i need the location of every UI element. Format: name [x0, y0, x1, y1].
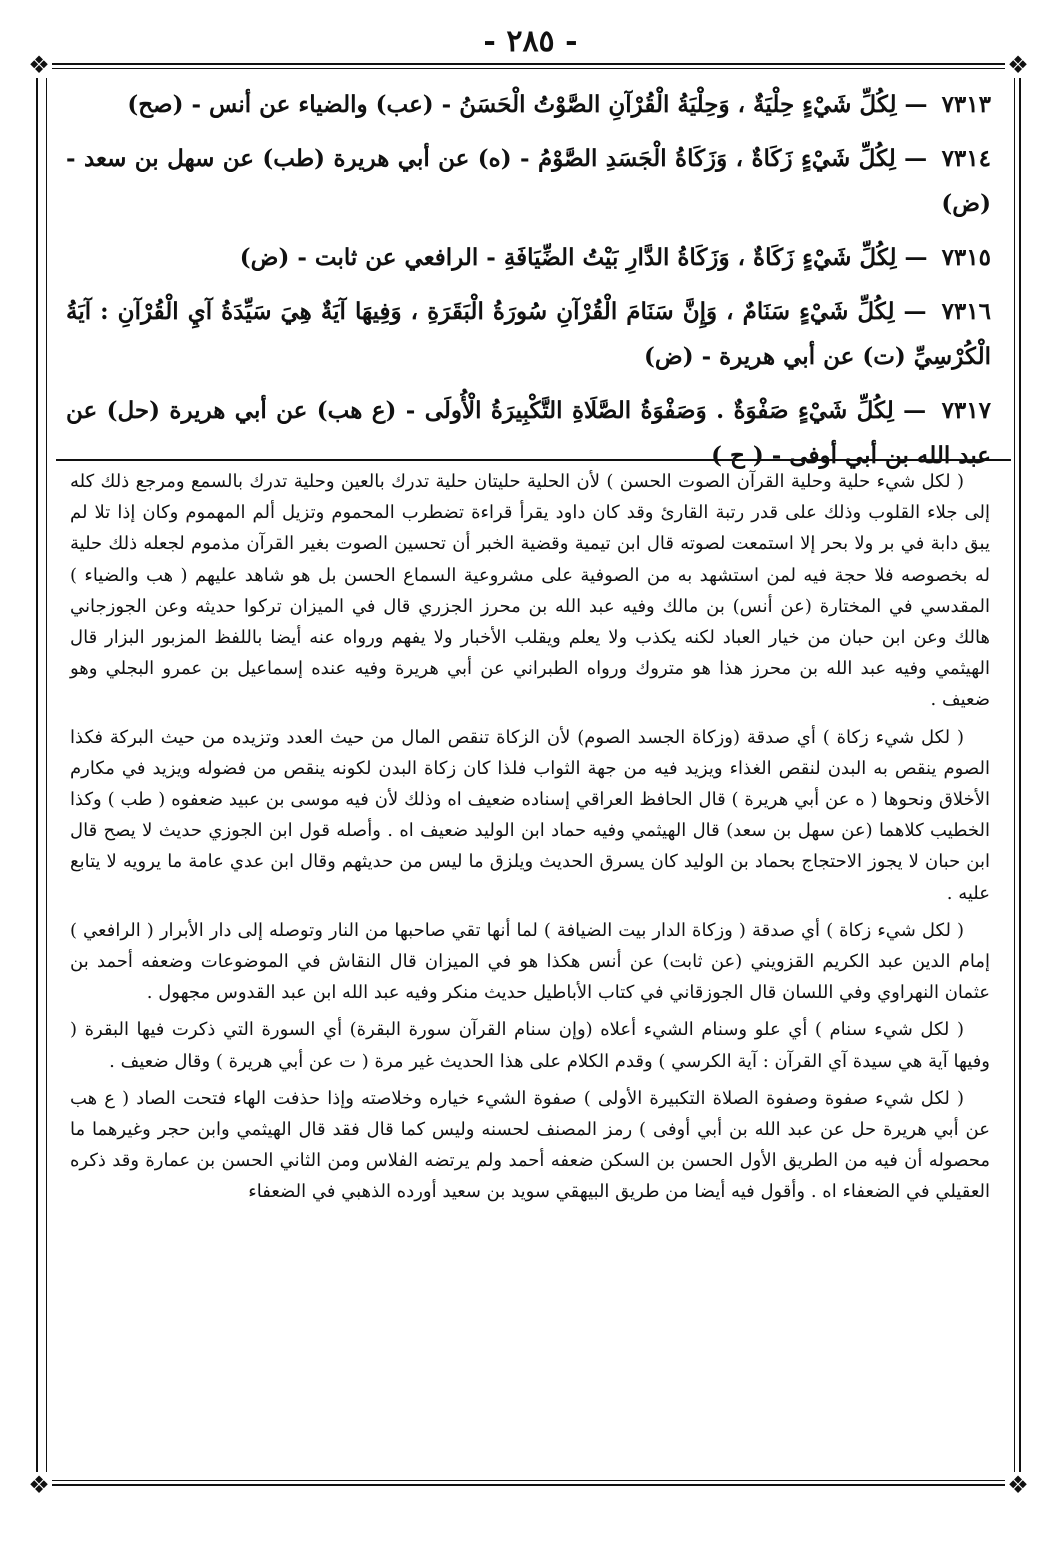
- commentary-paragraph: ( لكل شيء صفوة وصفوة الصلاة التكبيرة الأولى ) صفوة الشيء خياره وخلاصته وإذا حذفت الهاء فتحت الصاد ( ع هب عن أبي هريرة حل عن عبد الله بن أبي أوفى ) رمز المصنف لحسنه وليس كما قال فقد قال الهيثمي وابن حجر وغيرهما ما محصوله أن فيه من الطريق الأول الحسن بن السكن ضعفه أحمد ولم يرتضه الفلاس ومن الثاني الحسن بن عمارة وقد ذكره العقيلي في الضعفاء اه . وأقول فيه أيضا من طريق البيهقي سويد بن سعيد أورده الذهبي في الضعفاء: [70, 1087, 990, 1203]
- commentary-paragraph: ( لكل شيء حلية وحلية القرآن الصوت الحسن ) لأن الحلية حليتان حلية تدرك بالعين وحلية تدرك بالسمع ومرجع ذلك كله إلى جلاء القلوب وذلك على قدر رتبة القارئ وقد كان داود يقرأ قراءة تضطرب المحموم وتزيل ألم المهموم وكان إذا تلا لم يبق دابة في بر ولا بحر إلا استمعت لصوته قال ابن تيمية وقضية الخبر أن تحسين الصوت بغير القرآن مذموم لجعله ذلك حلية له بخصوصه فلا حجة فيه لمن استشهد به من الصوفية على مشروعية السماع الحسن بل هو شاهد عليهم ( هب والضياء ) المقدسي في المختارة (عن أنس) بن مالك وفيه عبد الله بن محرز الجزري قال في الميزان تركوا حديثه وعن الجوزجاني هالك وعن ابن حبان من خيار العباد لكنه يكذب ولا يعلم ويقلب الأخبار ولا يفهم ورواه عنه أيضا باللفظ المزبور البزار قال الهيثمي وفيه عبد الله بن محرز هذا هو متروك ورواه الطبراني عن أبي هريرة وفيه عنده إسماعيل بن عمرو البجلي وهو ضعيف .: [70, 471, 991, 711]
- commentary-paragraph: ( لكل شيء زكاة ) أي صدقة ( وزكاة الدار بيت الضيافة ) لما أنها تقي صاحبها من النار وتوصله إلى دار الأبرار ( الرافعي ) إمام الدين عبد الكريم القزويني (عن ثابت) عن أنس هكذا هو في الميزان قال النقاش في الموضوعات وضعفه أحمد بن عثمان النهراوي وفي اللسان قال الجوزقاني في كتاب الأباطيل حديث منكر وفيه عبد الله ابن عبد القدوس مجهول .: [70, 919, 990, 1004]
- hadith-entry: [66, 136, 991, 226]
- hadith-number: ٧٣١٤: [941, 145, 991, 172]
- page-number: - ٢٨٥ -: [483, 24, 578, 59]
- hadith-text: — لِكُلِّ شَيْءٍ سَنَامٌ ، وَإِنَّ سَنَامَ الْقُرْآنِ سُورَةُ الْبَقَرَةِ ، وَفِيهَا آيَةٌ هِيَ سَيِّدَةُ آيِ الْقُرْآنِ : آيَةُ الْكُرْسِيِّ (ت) عن أبي هريرة - (ض): [66, 298, 991, 370]
- hadith-entry: [66, 289, 991, 379]
- hadith-number: ٧٣١٣: [941, 91, 991, 118]
- commentary-section: [70, 466, 990, 1214]
- corner-ornament-icon: ❖: [26, 52, 52, 78]
- corner-ornament-icon: ❖: [1005, 1472, 1031, 1498]
- commentary-paragraph: ( لكل شيء زكاة ) أي صدقة (وزكاة الجسد الصوم) لأن الزكاة تنقص المال من حيث العدد وتزيده من حيث البركة فكذا الصوم ينقص به البدن لنقص الغذاء ويزيد فيه من جهة الثواب فلذا كان زكاة البدن لكونه ينقص من فضوله ويزيد في مكارم الأخلاق ونحوها ( ه عن أبي هريرة ) قال الحافظ العراقي إسناده ضعيف اه وذلك لأن فيه موسى بن عبيد ضعفوه ( طب ) وكذا الخطيب كلاهما (عن سهل بن سعد) قال الهيثمي وفيه حماد ابن الوليد ضعيف اه . وأصله قول ابن الجوزي حديث لا يصح قال ابن حبان لا يجوز الاحتجاج بحماد بن الوليد كان يسرق الحديث ويلزق ما ليس من حديثهم وقال ابن عدي عامة ما يرويه لا يتابع عليه .: [70, 726, 991, 904]
- hadith-text: — لِكُلِّ شَيْءٍ زَكَاةٌ ، وَزَكَاةُ الْجَسَدِ الصَّوْمُ - (ه) عن أبي هريرة (طب) عن سهل بن سعد - (ض): [66, 145, 991, 217]
- hadith-text: — لِكُلِّ شَيْءٍ حِلْيَةٌ ، وَحِلْيَةُ الْقُرْآنِ الصَّوْتُ الْحَسَنُ - (عب) والضياء عن أنس - (صح): [127, 91, 928, 118]
- hadith-number: ٧٣١٦: [941, 298, 991, 325]
- hadith-entry: [66, 388, 991, 478]
- corner-ornament-icon: ❖: [1005, 52, 1031, 78]
- hadith-entry: [66, 235, 991, 280]
- hadith-list: [66, 82, 991, 487]
- corner-ornament-icon: ❖: [26, 1472, 52, 1498]
- commentary-paragraph: ( لكل شيء سنام ) أي علو وسنام الشيء أعلاه (وإن سنام القرآن سورة البقرة) أي السورة التي ذكرت فيها البقرة ( وفيها آية هي سيدة آي القرآن : آية الكرسي ) وقدم الكلام على هذا الحديث غير مرة ( ت عن أبي هريرة ) وقال ضعيف .: [70, 1019, 990, 1072]
- hadith-number: ٧٣١٥: [941, 244, 991, 271]
- hadith-text: — لِكُلِّ شَيْءٍ صَفْوَةٌ . وَصَفْوَةُ الصَّلَاةِ التَّكْبِيرَةُ الْأُولَى - (ع هب) عن أبي هريرة (حل) عن عبد الله بن أبي أوفى - ( ح ): [66, 397, 991, 469]
- hadith-entry: [66, 82, 991, 127]
- section-divider: [56, 459, 1011, 461]
- hadith-text: — لِكُلِّ شَيْءٍ زَكَاةٌ ، وَزَكَاةُ الدَّارِ بَيْتُ الضِّيَافَةِ - الرافعي عن ثابت - (ض): [239, 244, 928, 271]
- hadith-number: ٧٣١٧: [941, 397, 991, 424]
